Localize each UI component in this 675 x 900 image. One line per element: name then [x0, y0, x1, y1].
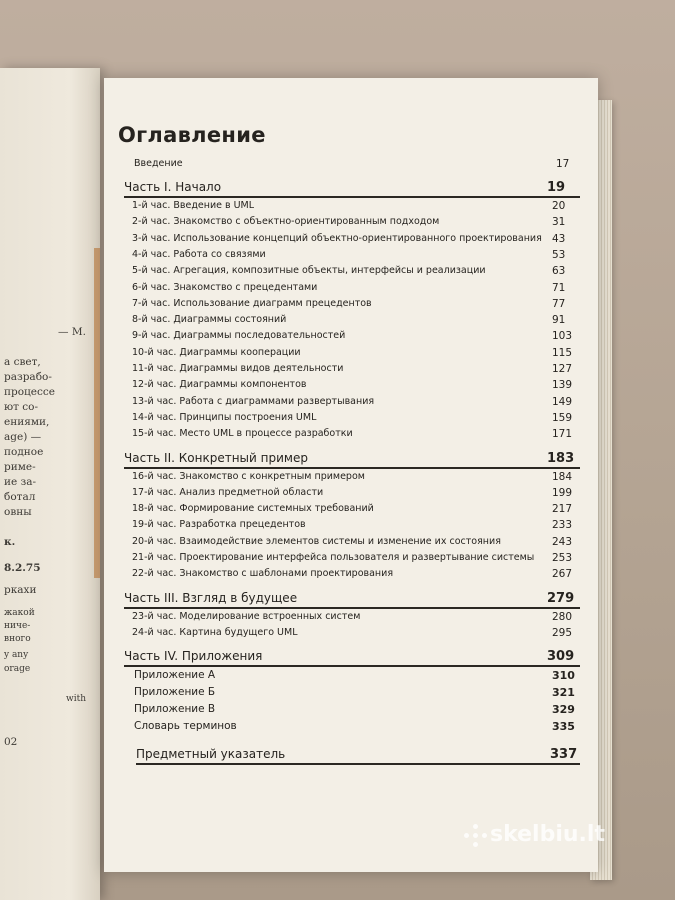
toc-chapter-page-number: 184: [552, 470, 573, 483]
toc-chapter-page-number: 53: [552, 248, 566, 261]
toc-chapter-label: 22-й час. Знакомство с шаблонами проектирования: [132, 568, 394, 580]
toc-chapter-label: 23-й час. Моделирование встроенных систем: [132, 610, 361, 622]
left-fragment: овны: [4, 506, 32, 518]
left-fragment: ркахи: [4, 584, 37, 596]
toc-chapter-page-number: 103: [552, 330, 573, 343]
toc-intro-label: Введение: [134, 158, 183, 169]
toc-chapter-label: 11-й час. Диаграммы видов деятельности: [132, 363, 344, 374]
toc-chapter-page-number: 127: [552, 363, 573, 375]
toc-chapter-page-number: 91: [552, 314, 566, 327]
toc-chapter: [132, 412, 578, 428]
left-fragment: ениями,: [4, 416, 50, 428]
toc-chapter-page-number: 199: [552, 486, 573, 499]
watermark-text: skelbiu.lt: [490, 822, 605, 847]
toc-chapter-page-number: 280: [552, 610, 573, 623]
toc-chapter: [132, 330, 578, 346]
toc-chapter-label: 1-й час. Введение в UML: [132, 200, 255, 211]
toc-chapter-label: 9-й час. Диаграммы последовательностей: [132, 330, 346, 342]
toc-chapter-label: 20-й час. Взаимодействие элементов системы и изменение их состояния: [132, 535, 501, 547]
left-fragment: риме-: [4, 461, 36, 473]
toc-chapter-page-number: 171: [552, 428, 573, 441]
left-fragment: жакой: [4, 608, 35, 618]
toc-chapter-label: 7-й час. Использование диаграмм прецедентов: [132, 297, 372, 309]
toc-chapter-page-number: 77: [552, 297, 566, 310]
left-fragment: подное: [4, 446, 44, 458]
toc-chapter: [132, 347, 578, 363]
toc-chapter-page-number: 159: [552, 411, 573, 424]
toc-chapter: [132, 314, 578, 330]
left-fragment: к.: [4, 536, 16, 548]
toc-chapter-page-number: 149: [552, 395, 573, 408]
toc-part-label: Часть III. Взгляд в будущее: [124, 590, 298, 605]
toc-chapter: [132, 552, 578, 568]
toc-chapter: [132, 568, 578, 584]
toc-chapter-page-number: 217: [552, 503, 573, 516]
left-fragment: — М.: [58, 326, 86, 338]
toc-appendix-page-number: 329: [552, 703, 575, 717]
toc-chapter-page-number: 243: [552, 535, 573, 548]
toc-chapter: [132, 428, 578, 444]
toc-page: [104, 78, 598, 872]
toc-chapter: [132, 503, 578, 519]
toc-chapter-label: 14-й час. Принципы построения UML: [132, 411, 317, 423]
left-fragment: вного: [4, 634, 31, 644]
toc-chapter: [132, 265, 578, 281]
toc-chapter: [132, 627, 578, 643]
section-divider: [124, 196, 580, 198]
toc-chapter: [132, 282, 578, 298]
toc-chapter-label: 12-й час. Диаграммы компонентов: [132, 379, 307, 391]
page-title: Оглавление: [118, 123, 266, 147]
left-fragment: а свет,: [4, 356, 41, 368]
left-fragment: процессе: [4, 386, 55, 398]
toc-chapter-label: 3-й час. Использование концепций объектно-ориентированного проектирования: [132, 232, 542, 244]
toc-chapter-page-number: 139: [552, 379, 573, 392]
toc-chapter: [132, 487, 578, 503]
toc-index-page-number: 337: [550, 747, 578, 763]
toc-chapter: [132, 216, 578, 232]
left-page-edge-strip: [94, 248, 100, 578]
toc-chapter-label: 2-й час. Знакомство с объектно-ориентированным подходом: [132, 216, 440, 228]
left-fragment: ие за-: [4, 476, 37, 488]
left-fragment: ют со-: [4, 401, 39, 413]
section-divider: [124, 467, 580, 469]
toc-chapter-label: 19-й час. Разработка прецедентов: [132, 519, 306, 531]
toc-part-label: Часть I. Начало: [124, 180, 222, 194]
toc-appendix-page-number: 310: [552, 669, 575, 683]
left-fragment: 8.2.75: [4, 562, 41, 574]
toc-part: [124, 649, 578, 665]
toc-part-page-number: 279: [547, 590, 575, 606]
left-fragment: ниче-: [4, 621, 31, 631]
toc-appendix-page-number: 335: [552, 720, 575, 734]
toc-part-page-number: 183: [547, 450, 575, 466]
toc-part-page-number: 19: [547, 180, 566, 195]
toc-index-label: Предметный указатель: [136, 747, 286, 762]
toc-chapter-page-number: 233: [552, 519, 573, 532]
left-fragment: ботал: [4, 491, 36, 503]
toc-appendix-page-number: 321: [552, 686, 575, 700]
left-fragment: with: [66, 694, 86, 704]
toc-appendix-label: Словарь терминов: [134, 720, 237, 733]
section-divider: [124, 607, 580, 609]
left-fragment: age) —: [4, 431, 42, 443]
toc-chapter: [132, 298, 578, 314]
toc-appendix: [134, 669, 578, 685]
toc-chapter-page-number: 253: [552, 552, 573, 564]
toc-chapter: [132, 379, 578, 395]
toc-appendix: [134, 703, 578, 719]
toc-part: [124, 451, 578, 467]
toc-appendix-label: Приложение В: [134, 703, 216, 716]
toc-chapter-page-number: 31: [552, 216, 566, 229]
toc-chapter-label: 13-й час. Работа с диаграммами развертывания: [132, 395, 375, 407]
toc-chapter-page-number: 43: [552, 232, 566, 245]
toc-chapter: [132, 200, 578, 216]
left-fragment: orage: [4, 664, 31, 674]
left-fragment: 02: [4, 736, 18, 748]
toc-chapter: [132, 396, 578, 412]
left-book-page: [0, 68, 100, 900]
toc-chapter-label: 18-й час. Формирование системных требований: [132, 503, 374, 515]
toc-chapter: [132, 519, 578, 535]
toc-part-label: Часть IV. Приложения: [124, 649, 263, 664]
toc-chapter-page-number: 295: [552, 626, 573, 639]
toc-chapter-page-number: 267: [552, 568, 573, 581]
left-fragment: разрабо-: [4, 371, 52, 383]
toc-chapter-label: 6-й час. Знакомство с прецедентами: [132, 281, 318, 293]
toc-index: [136, 747, 578, 763]
toc-part: [124, 180, 578, 196]
toc-chapter-label: 21-й час. Проектирование интерфейса пользователя и развертывание системы: [132, 552, 535, 563]
toc-chapter: [132, 536, 578, 552]
toc-chapter-label: 16-й час. Знакомство с конкретным примером: [132, 470, 365, 482]
toc-chapter: [132, 233, 578, 249]
toc-chapter-label: 24-й час. Картина будущего UML: [132, 626, 298, 638]
left-fragment: y any: [4, 650, 29, 660]
watermark-logo-icon: [464, 824, 488, 848]
toc-chapter-page-number: 71: [552, 281, 566, 294]
section-divider: [136, 763, 580, 765]
toc-part-label: Часть II. Конкретный пример: [124, 450, 308, 465]
toc-chapter: [132, 249, 578, 265]
toc-appendix: [134, 720, 578, 736]
toc-chapter-label: 10-й час. Диаграммы кооперации: [132, 346, 301, 358]
toc-appendix-label: Приложение А: [134, 669, 216, 682]
toc-chapter-page-number: 115: [552, 346, 573, 359]
toc-intro: [134, 158, 578, 174]
toc-chapter-label: 8-й час. Диаграммы состояний: [132, 314, 287, 326]
toc-chapter-page-number: 20: [552, 200, 566, 212]
toc-chapter-label: 4-й час. Работа со связями: [132, 248, 266, 260]
toc-chapter: [132, 471, 578, 487]
toc-chapter: [132, 611, 578, 627]
toc-intro-page-number: 17: [556, 158, 570, 170]
toc-chapter-label: 5-й час. Агрегация, композитные объекты, интерфейсы и реализации: [132, 265, 486, 277]
toc-part: [124, 591, 578, 607]
toc-chapter-page-number: 63: [552, 265, 566, 278]
toc-appendix: [134, 686, 578, 702]
toc-chapter: [132, 363, 578, 379]
toc-chapter-label: 17-й час. Анализ предметной области: [132, 486, 324, 498]
section-divider: [124, 665, 580, 667]
toc-part-page-number: 309: [547, 649, 575, 665]
toc-appendix-label: Приложение Б: [134, 686, 216, 699]
toc-chapter-label: 15-й час. Место UML в процессе разработки: [132, 428, 353, 440]
